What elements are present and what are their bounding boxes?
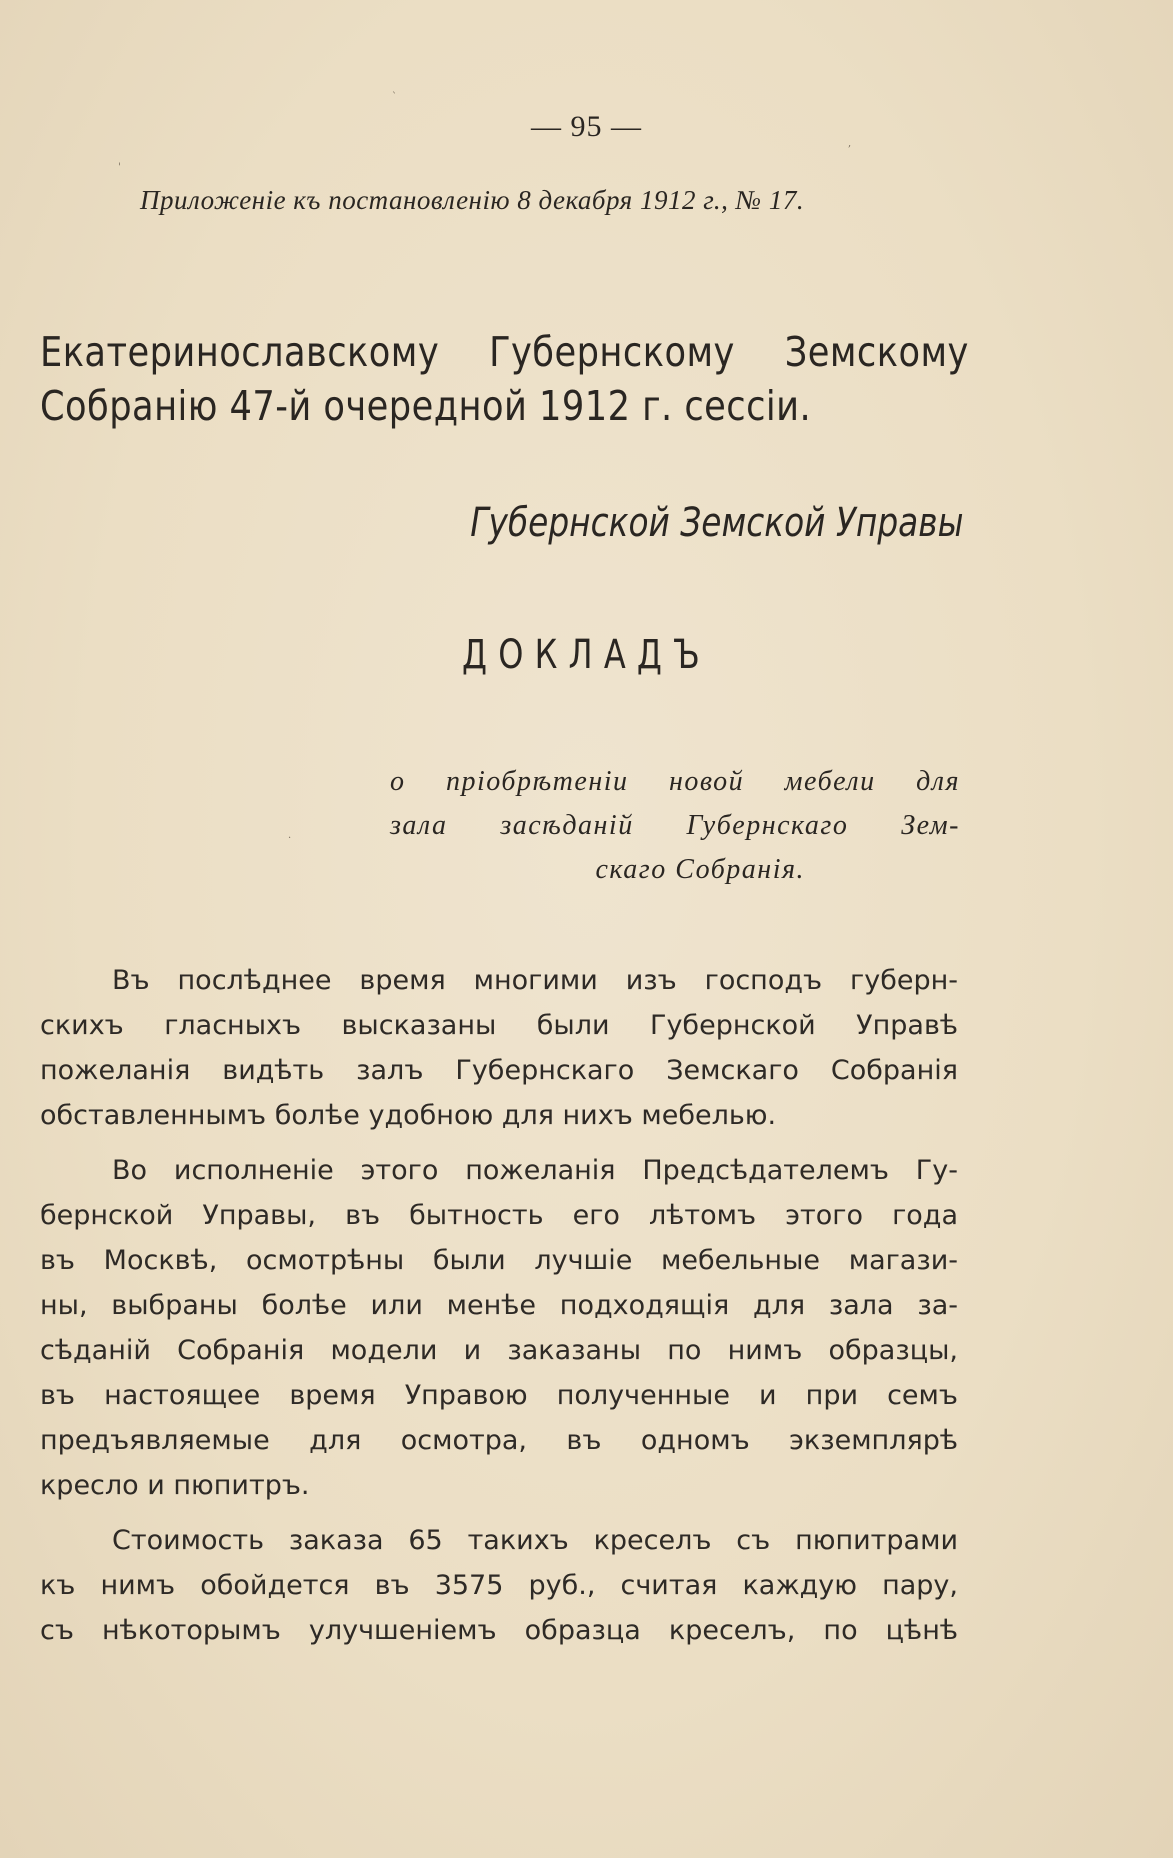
text-line: съ нѣкоторымъ улучшенiемъ образца креселъ, по цѣнѣ bbox=[40, 1615, 958, 1646]
paragraph bbox=[40, 1518, 958, 1653]
text-line: пожеланiя видѣть залъ Губернскаго Земскаго Собранiя bbox=[40, 1055, 958, 1086]
text-line: въ настоящее время Управою полученные и при семъ bbox=[40, 1380, 958, 1411]
paragraph bbox=[40, 1148, 958, 1508]
addressee-line: Екатеринославскому Губернскому Земскому bbox=[40, 328, 969, 376]
speck-mark: ' bbox=[118, 162, 121, 173]
report-body bbox=[40, 958, 958, 1663]
text-line: скихъ гласныхъ высказаны были Губернской Управѣ bbox=[40, 1010, 958, 1041]
document-title: ДОКЛАДЪ bbox=[462, 632, 711, 678]
issuer-heading: Губернской Земской Управы bbox=[469, 500, 963, 546]
text-line: кресло и пюпитръ. bbox=[40, 1470, 310, 1501]
page-number: — 95 — bbox=[531, 110, 642, 143]
addressee-line: Собранiю 47-й очередной 1912 г. сессiи. bbox=[40, 382, 812, 430]
report-subject bbox=[390, 760, 960, 892]
text-line: Во исполненiе этого пожеланiя Предсѣдателемъ Гу- bbox=[112, 1155, 958, 1186]
text-line: обставленнымъ болѣе удобною для нихъ мебелью. bbox=[40, 1100, 777, 1131]
text-line: предъявляемые для осмотра, въ одномъ экземплярѣ bbox=[40, 1425, 958, 1456]
text-line: сѣданiй Собранiя модели и заказаны по нимъ образцы, bbox=[40, 1335, 958, 1366]
subject-line: скаго Собранiя. bbox=[595, 854, 805, 885]
subject-line: зала засѣданiй Губернскаго Зем- bbox=[390, 810, 960, 841]
speck-mark: , bbox=[848, 138, 852, 149]
text-line: Въ послѣднее время многими изъ господъ губерн- bbox=[112, 965, 958, 996]
text-line: Стоимость заказа 65 такихъ креселъ съ пюпитрами bbox=[112, 1525, 958, 1556]
paragraph bbox=[40, 958, 958, 1138]
subject-line: о прiобрѣтенiи новой мебели для bbox=[390, 766, 960, 797]
appendix-note: Приложенiе къ постановленiю 8 декабря 1912 г., № 17. bbox=[140, 185, 805, 215]
speck-mark: . bbox=[288, 830, 292, 841]
text-line: къ нимъ обойдется въ 3575 руб., считая каждую пару, bbox=[40, 1570, 958, 1601]
text-line: ны, выбраны болѣе или менѣе подходящiя для зала за- bbox=[40, 1290, 958, 1321]
speck-mark: ` bbox=[392, 92, 397, 103]
addressee-heading bbox=[40, 325, 969, 433]
text-line: бернской Управы, въ бытность его лѣтомъ этого года bbox=[40, 1200, 958, 1231]
text-line: въ Москвѣ, осмотрѣны были лучшiе мебельные магази- bbox=[40, 1245, 958, 1276]
